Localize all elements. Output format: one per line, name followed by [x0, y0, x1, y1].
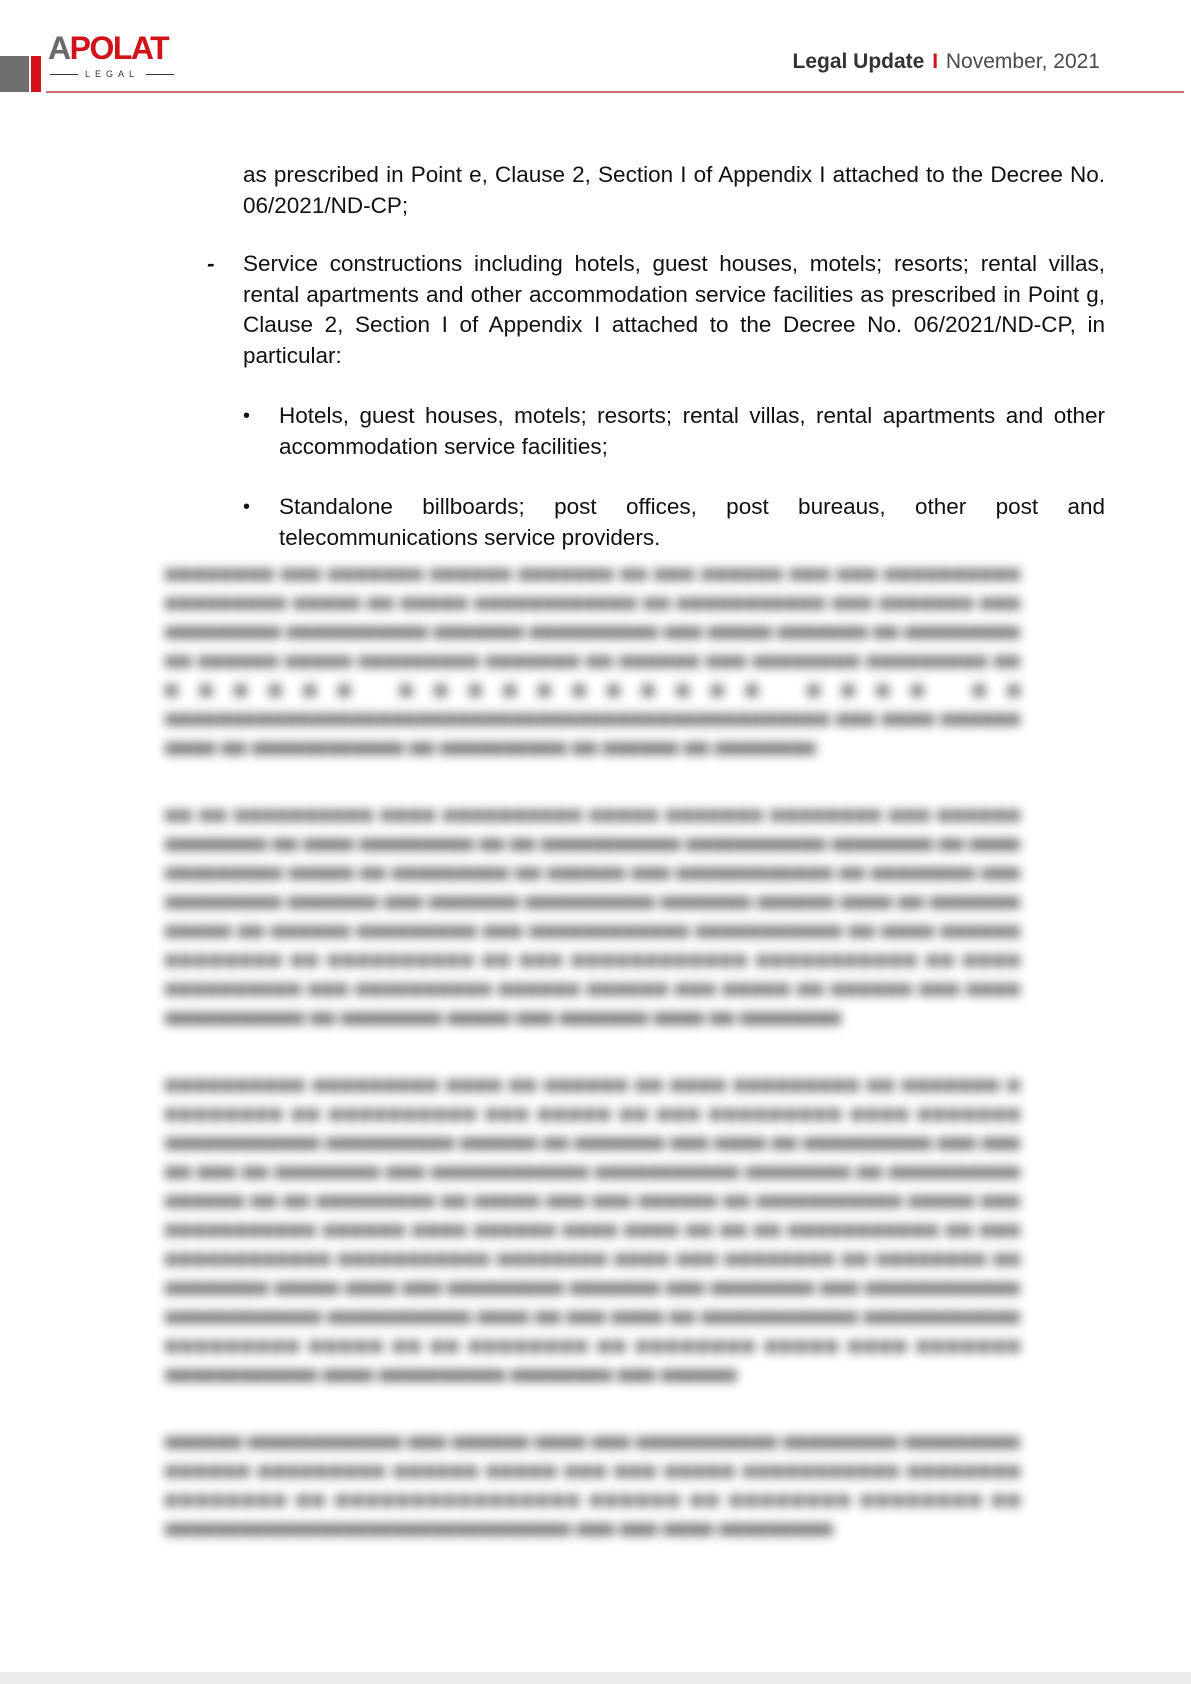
- logo-wordmark: [48, 30, 168, 66]
- logo-mark: A: [48, 30, 70, 66]
- bullet-item: [243, 492, 1105, 553]
- page-header: [0, 0, 1191, 100]
- dash-list-item: [207, 249, 1105, 371]
- blurred-paragraph: ■■■■■■ ■■■■■■■■■■■■ ■■■ ■■■■■■ ■■■■ ■■■ ■■■■■■■■■■■ ■■■■■■■■■ ■■■■■■■■■ ■■■■■■ ■■■■■■■■■ ■■■■■■ ■■■■■ ■■■ ■■■ ■■■■■ ■■■■■■■■■■■ ■■■■■■■■ ■■■■■■■■ ■■ ■■■■■■■■■■■■■■■■ ■■■■■■ ■■ ■■■■■■■■ ■■■■■■■■ ■■ ■■■■■■■■■■■■■■■■■■■■■■■■■■■■■■■■ ■■■ ■■■ ■■■■ ■■■■■■■■■: [165, 1430, 1020, 1541]
- company-logo: [48, 30, 178, 80]
- logo-subtitle: [50, 68, 174, 80]
- lead-paragraph: as prescribed in Point e, Clause 2, Section I of Appendix I attached to the Decree No. 06/2021/ND-CP;: [243, 162, 1105, 218]
- blurred-paragraph: ■■■■■■■■ ■■■ ■■■■■■■ ■■■■■■ ■■■■■■■ ■■ ■■■ ■■■■■■ ■■■ ■■■ ■■■■■■■■■■ ■■■■■■■■■ ■■■■■ ■■ ■■■■■ ■■■■■■■■■■■■ ■■ ■■■■■■■■■■■ ■■■ ■■■■■■■ ■■■ ■■■■■■■■■ ■■■■■■■■■■■ ■■■■■■■ ■■■■■■■■■■ ■■■ ■■■■■ ■■■■■■■ ■■ ■■■■■■■■■ ■■ ■■■■■■ ■■■■■ ■■■■■■■■■ ■■■■■■■ ■■ ■■■■■■ ■■■ ■■■■■■■■ ■■■■■■■■■ ■■ ■■■■■■ ■■■■■■■■■■■ ■■■■ ■■ ■■■■■■■■■■■■■■■■■■■■■■■■■■■■■■■■■■■■■■■■■■■■■■■■■■ ■■■ ■■■■ ■■■■■■ ■■■■ ■■ ■■■■■■■■■■■■ ■■ ■■■■■■■■■■ ■■ ■■■■■■ ■■ ■■■■■■■■: [165, 562, 1020, 760]
- brand-block-grey: [0, 56, 29, 92]
- header-title: [793, 50, 1101, 74]
- header-section: Legal Update: [792, 50, 925, 73]
- bullet-marker: •: [243, 496, 251, 518]
- brand-block-red: [31, 56, 41, 92]
- dash-item-text: Service constructions including hotels, guest houses, motels; resorts; rental villas, rental apartments and other accommodation service facilities as prescribed in Point g, Clause 2, Section I of Appendix I attached to the Decree No. 06/2021/ND-CP, in particular:: [243, 251, 1105, 368]
- blurred-paragraph: ■■ ■■ ■■■■■■■■■■ ■■■■ ■■■■■■■■■■ ■■■■■ ■■■■■■■ ■■■■■■■■ ■■■ ■■■■■■ ■■■■■■■■ ■■ ■■■■ ■■■■■■■■■ ■■ ■■ ■■■■■■■■■■■ ■■■■■■■■■■■ ■■■■■■■■ ■■ ■■■■ ■■■■■■■■■ ■■■■■ ■■ ■■■■■■■■■ ■■ ■■■■■■ ■■■ ■■■■■■■■■■■■ ■■ ■■■■■■■■ ■■■ ■■■■■■■■■ ■■■■■■■ ■■■ ■■■■■■■ ■■■■■■■■■■ ■■■■■■■ ■■■■■■ ■■■■ ■■ ■■■■■■■ ■■■■■ ■■ ■■■■■■ ■■■■■■■■■ ■■■ ■■■■■■■■■■■■ ■■■■■■■■■■■ ■■ ■■■■ ■■■■■■ ■■■■■■■■ ■■ ■■■■■■■■■■ ■■ ■■■ ■■■■■■■■■■■■ ■■■■■■■■■■■ ■■ ■■■■ ■■■■■■■■■■ ■■■ ■■■■■■■■■■ ■■■■■■ ■■■■■■ ■■■ ■■■■■ ■■ ■■■■■■ ■■■ ■■■■ ■■■■■■■■■■■ ■■ ■■■■■■■■ ■■■■■ ■■■ ■■■■■■■ ■■■■ ■■ ■■■■■■■■: [165, 803, 1020, 1030]
- logo-text: POLAT: [69, 30, 169, 66]
- bullet-list: [243, 401, 1105, 553]
- header-divider: [46, 91, 1184, 93]
- bullet-marker: •: [243, 405, 251, 427]
- bullet-text: Hotels, guest houses, motels; resorts; rental villas, rental apartments and other accommodation service facilities;: [279, 403, 1105, 459]
- blurred-preview-region: [165, 560, 1020, 1582]
- bullet-item: [243, 401, 1105, 462]
- logo-sub-text: LEGAL: [84, 69, 140, 79]
- header-date: November, 2021: [945, 50, 1100, 73]
- header-separator: I: [932, 50, 939, 73]
- bullet-text: Standalone billboards; post offices, post bureaus, other post and telecommunications service providers.: [279, 494, 1105, 550]
- blurred-paragraph: ■■■■■■■■■■ ■■■■■■■■■ ■■■■ ■■ ■■■■■■ ■■ ■■■■ ■■■■■■■■■ ■■ ■■■■■■■ ■ ■■■■■■■■ ■■ ■■■■■■■■■■ ■■■ ■■■■■ ■■ ■■■ ■■■■■■■■■ ■■■■ ■■■■■■■ ■■■■■■■■■■■■ ■■■■■■■■■■ ■■■■■■ ■■ ■■■■■■■ ■■■ ■■■■ ■■ ■■■■■■■■■■ ■■■ ■■■ ■■ ■■■ ■■ ■■■■■■■■ ■■■ ■■■■■■■■■■■■ ■■■■■■■■■■■ ■■■■■■■■ ■■ ■■■■■■■■■■ ■■■■■■ ■■ ■■ ■■■■■■■■■ ■■ ■■■■■ ■■■ ■■■ ■■■■■■ ■■ ■■■■■■■■■■■ ■■■■■ ■■■ ■■■■■■■■■■■ ■■■■■■ ■■■■ ■■■■■■ ■■■■ ■■■■ ■■ ■■ ■■ ■■■■■■■■■■■ ■■ ■■■ ■■■■■■■■■■■■ ■■■■■■■■■■■ ■■■■■■■■ ■■■■ ■■■ ■■■■■■■■ ■■ ■■■■■■■■ ■■ ■■■■■■■■ ■■■■■ ■■■■ ■■■ ■■■■■■■■■ ■■■■■■■ ■■■ ■■■■■■■■ ■■■ ■■■■■■■■■■■■ ■■■■■■■■■■■■ ■■■■■■■■■■■ ■■■■ ■■ ■■■ ■■■■ ■■ ■■■■■■■■■■■■ ■■■■■■■■■■■■ ■■■■■■■■■ ■■■■■ ■■ ■■ ■■■■■■■■ ■■ ■■■■■■■■ ■■■■■ ■■■■ ■■■■■■■ ■■■■■■■■■■■■ ■■■■ ■■■■■■■■■■ ■■■■■■■■ ■■■ ■■■■■■: [165, 1073, 1020, 1387]
- page-bottom-edge: [0, 1672, 1191, 1684]
- dash-marker: -: [207, 251, 215, 276]
- document-body: [207, 160, 1105, 583]
